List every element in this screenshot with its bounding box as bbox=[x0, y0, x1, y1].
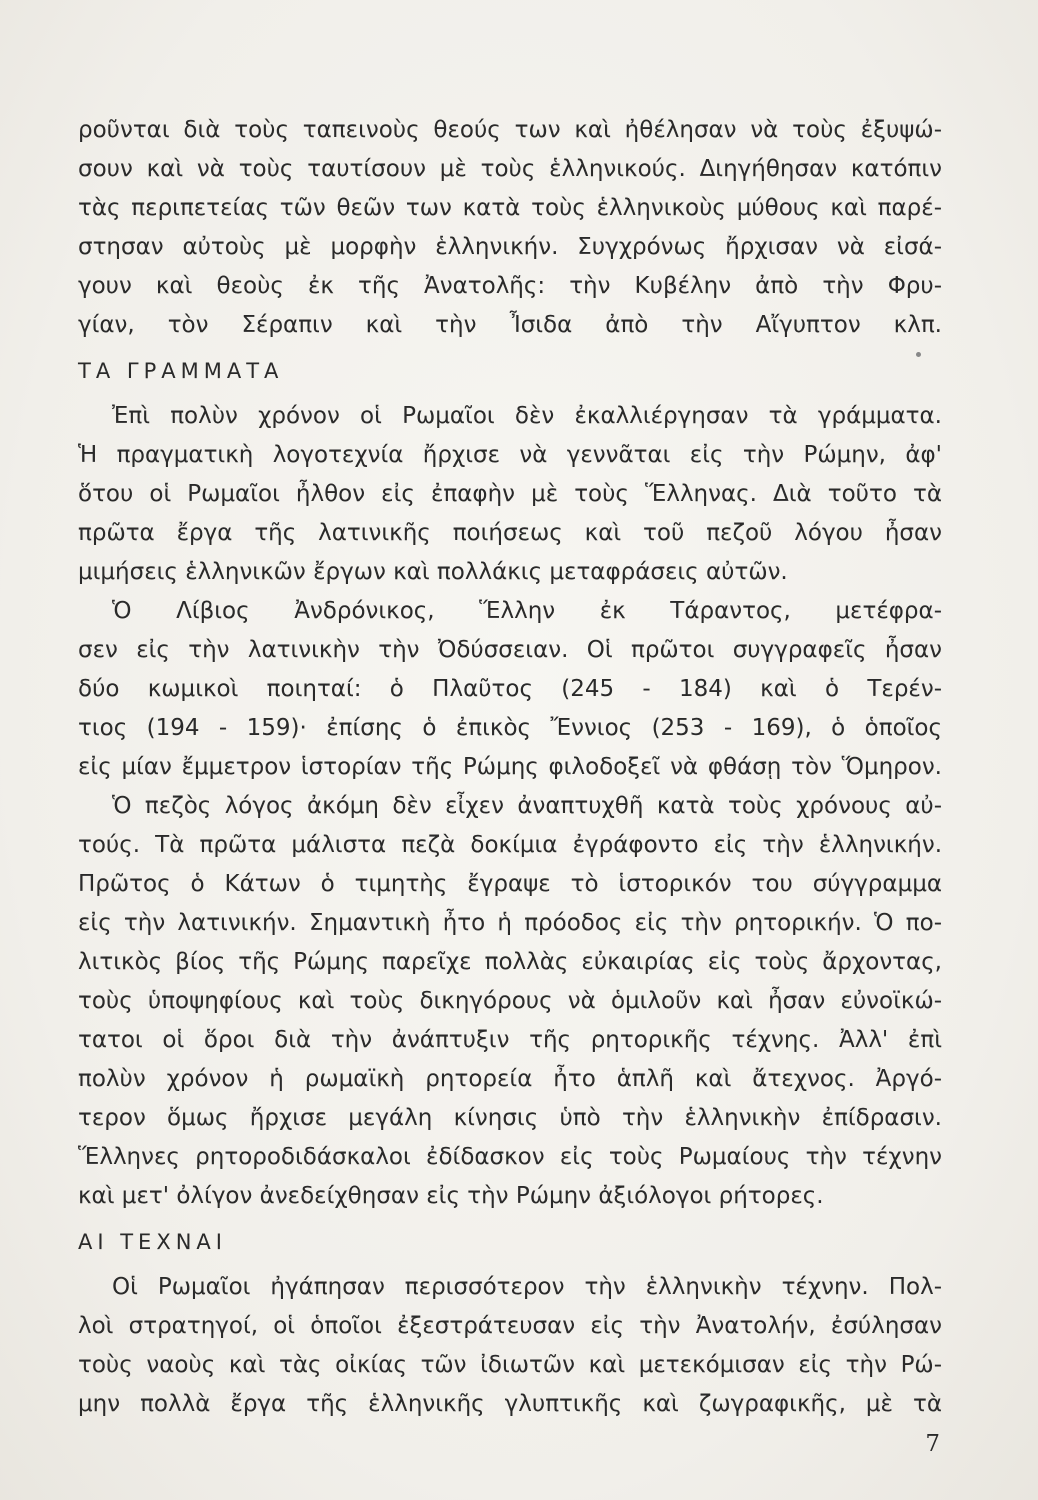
section-heading-technai: ΑΙ ΤΕΧΝΑΙ bbox=[78, 1230, 227, 1254]
text-line: Πρῶτος ὁ Κάτων ὁ τιμητὴς ἔγραψε τὸ ἱστορικόν του σύγγραμμα bbox=[78, 871, 942, 897]
text-line: μιμήσεις ἑλληνικῶν ἔργων καὶ πολλάκις μεταφράσεις αὐτῶν. bbox=[78, 559, 788, 585]
text-line: τοὺς ναοὺς καὶ τὰς οἰκίας τῶν ἰδιωτῶν καὶ μετεκόμισαν εἰς τὴν Ρώ- bbox=[78, 1352, 942, 1378]
text-line: πολὺν χρόνον ἡ ρωμαϊκὴ ρητορεία ἦτο ἁπλῆ καὶ ἄτεχνος. Ἀργό- bbox=[78, 1066, 942, 1092]
text-line: τιος (194 - 159)· ἐπίσης ὁ ἐπικὸς Ἔννιος (253 - 169), ὁ ὁποῖος bbox=[78, 715, 942, 741]
text-line: γίαν, τὸν Σέραπιν καὶ τὴν Ἶσιδα ἀπὸ τὴν Αἴγυπτον κλπ. bbox=[78, 312, 942, 338]
text-line: Ὁ πεζὸς λόγος ἀκόμη δὲν εἶχεν ἀναπτυχθῆ κατὰ τοὺς χρόνους αὐ- bbox=[112, 793, 942, 819]
text-line: τὰς περιπετείας τῶν θεῶν των κατὰ τοὺς ἑλληνικοὺς μύθους καὶ παρέ- bbox=[78, 195, 942, 221]
text-line: στησαν αὐτοὺς μὲ μορφὴν ἑλληνικήν. Συγχρόνως ἤρχισαν νὰ εἰσά- bbox=[78, 234, 942, 260]
text-line: μην πολλὰ ἔργα τῆς ἑλληνικῆς γλυπτικῆς καὶ ζωγραφικῆς, μὲ τὰ bbox=[78, 1391, 942, 1417]
page-number: 7 bbox=[925, 1431, 940, 1457]
section-heading-grammata: ΤΑ ΓΡΑΜΜΑΤΑ bbox=[78, 359, 284, 383]
text-line: τοὺς ὑποψηφίους καὶ τοὺς δικηγόρους νὰ ὁμιλοῦν καὶ ἦσαν εὐνοϊκώ- bbox=[78, 988, 942, 1014]
text-line: λιτικὸς βίος τῆς Ρώμης παρεῖχε πολλὰς εὐκαιρίας εἰς τοὺς ἄρχοντας, bbox=[78, 949, 942, 975]
text-line: λοὶ στρατηγοί, οἱ ὁποῖοι ἐξεστράτευσαν εἰς τὴν Ἀνατολήν, ἐσύλησαν bbox=[78, 1313, 942, 1339]
text-line: τούς. Τὰ πρῶτα μάλιστα πεζὰ δοκίμια ἐγράφοντο εἰς τὴν ἑλληνικήν. bbox=[78, 832, 942, 858]
text-line: σουν καὶ νὰ τοὺς ταυτίσουν μὲ τοὺς ἑλληνικούς. Διηγήθησαν κατόπιν bbox=[78, 156, 942, 182]
text-line: ροῦνται διὰ τοὺς ταπεινοὺς θεούς των καὶ ἠθέλησαν νὰ τοὺς ἐξυψώ- bbox=[78, 117, 942, 143]
text-line: Ἐπὶ πολὺν χρόνον οἱ Ρωμαῖοι δὲν ἐκαλλιέργησαν τὰ γράμματα. bbox=[112, 403, 942, 429]
text-line: Ἡ πραγματικὴ λογοτεχνία ἤρχισε νὰ γεννᾶται εἰς τὴν Ρώμην, ἀφ' bbox=[78, 442, 942, 468]
text-line: σεν εἰς τὴν λατινικὴν τὴν Ὀδύσσειαν. Οἱ πρῶτοι συγγραφεῖς ἦσαν bbox=[78, 637, 942, 663]
text-line: πρῶτα ἔργα τῆς λατινικῆς ποιήσεως καὶ τοῦ πεζοῦ λόγου ἦσαν bbox=[78, 520, 942, 546]
text-line: εἰς τὴν λατινικήν. Σημαντικὴ ἦτο ἡ πρόοδος εἰς τὴν ρητορικήν. Ὁ πο- bbox=[78, 910, 942, 936]
text-line: Ἕλληνες ρητοροδιδάσκαλοι ἐδίδασκον εἰς τοὺς Ρωμαίους τὴν τέχνην bbox=[78, 1144, 942, 1170]
text-line: γουν καὶ θεοὺς ἐκ τῆς Ἀνατολῆς: τὴν Κυβέλην ἀπὸ τὴν Φρυ- bbox=[78, 273, 942, 299]
ink-dot bbox=[916, 352, 921, 357]
text-line: δύο κωμικοὶ ποιηταί: ὁ Πλαῦτος (245 - 184) καὶ ὁ Τερέν- bbox=[78, 676, 942, 702]
text-line: καὶ μετ' ὀλίγον ἀνεδείχθησαν εἰς τὴν Ρώμην ἀξιόλογοι ρήτορες. bbox=[78, 1183, 824, 1209]
text-line: ὅτου οἱ Ρωμαῖοι ἦλθον εἰς ἐπαφὴν μὲ τοὺς Ἕλληνας. Διὰ τοῦτο τὰ bbox=[78, 481, 942, 507]
text-line: Οἱ Ρωμαῖοι ἠγάπησαν περισσότερον τὴν ἑλληνικὴν τέχνην. Πολ- bbox=[112, 1274, 942, 1300]
text-line: τατοι οἱ ὅροι διὰ τὴν ἀνάπτυξιν τῆς ρητορικῆς τέχνης. Ἀλλ' ἐπὶ bbox=[78, 1027, 942, 1053]
text-line: Ὁ Λίβιος Ἀνδρόνικος, Ἕλλην ἐκ Τάραντος, μετέφρα- bbox=[112, 598, 942, 624]
text-line: τερον ὅμως ἤρχισε μεγάλη κίνησις ὑπὸ τὴν ἑλληνικὴν ἐπίδρασιν. bbox=[78, 1105, 942, 1131]
text-line: εἰς μίαν ἔμμετρον ἱστορίαν τῆς Ρώμης φιλοδοξεῖ νὰ φθάσῃ τὸν Ὅμηρον. bbox=[78, 754, 942, 780]
